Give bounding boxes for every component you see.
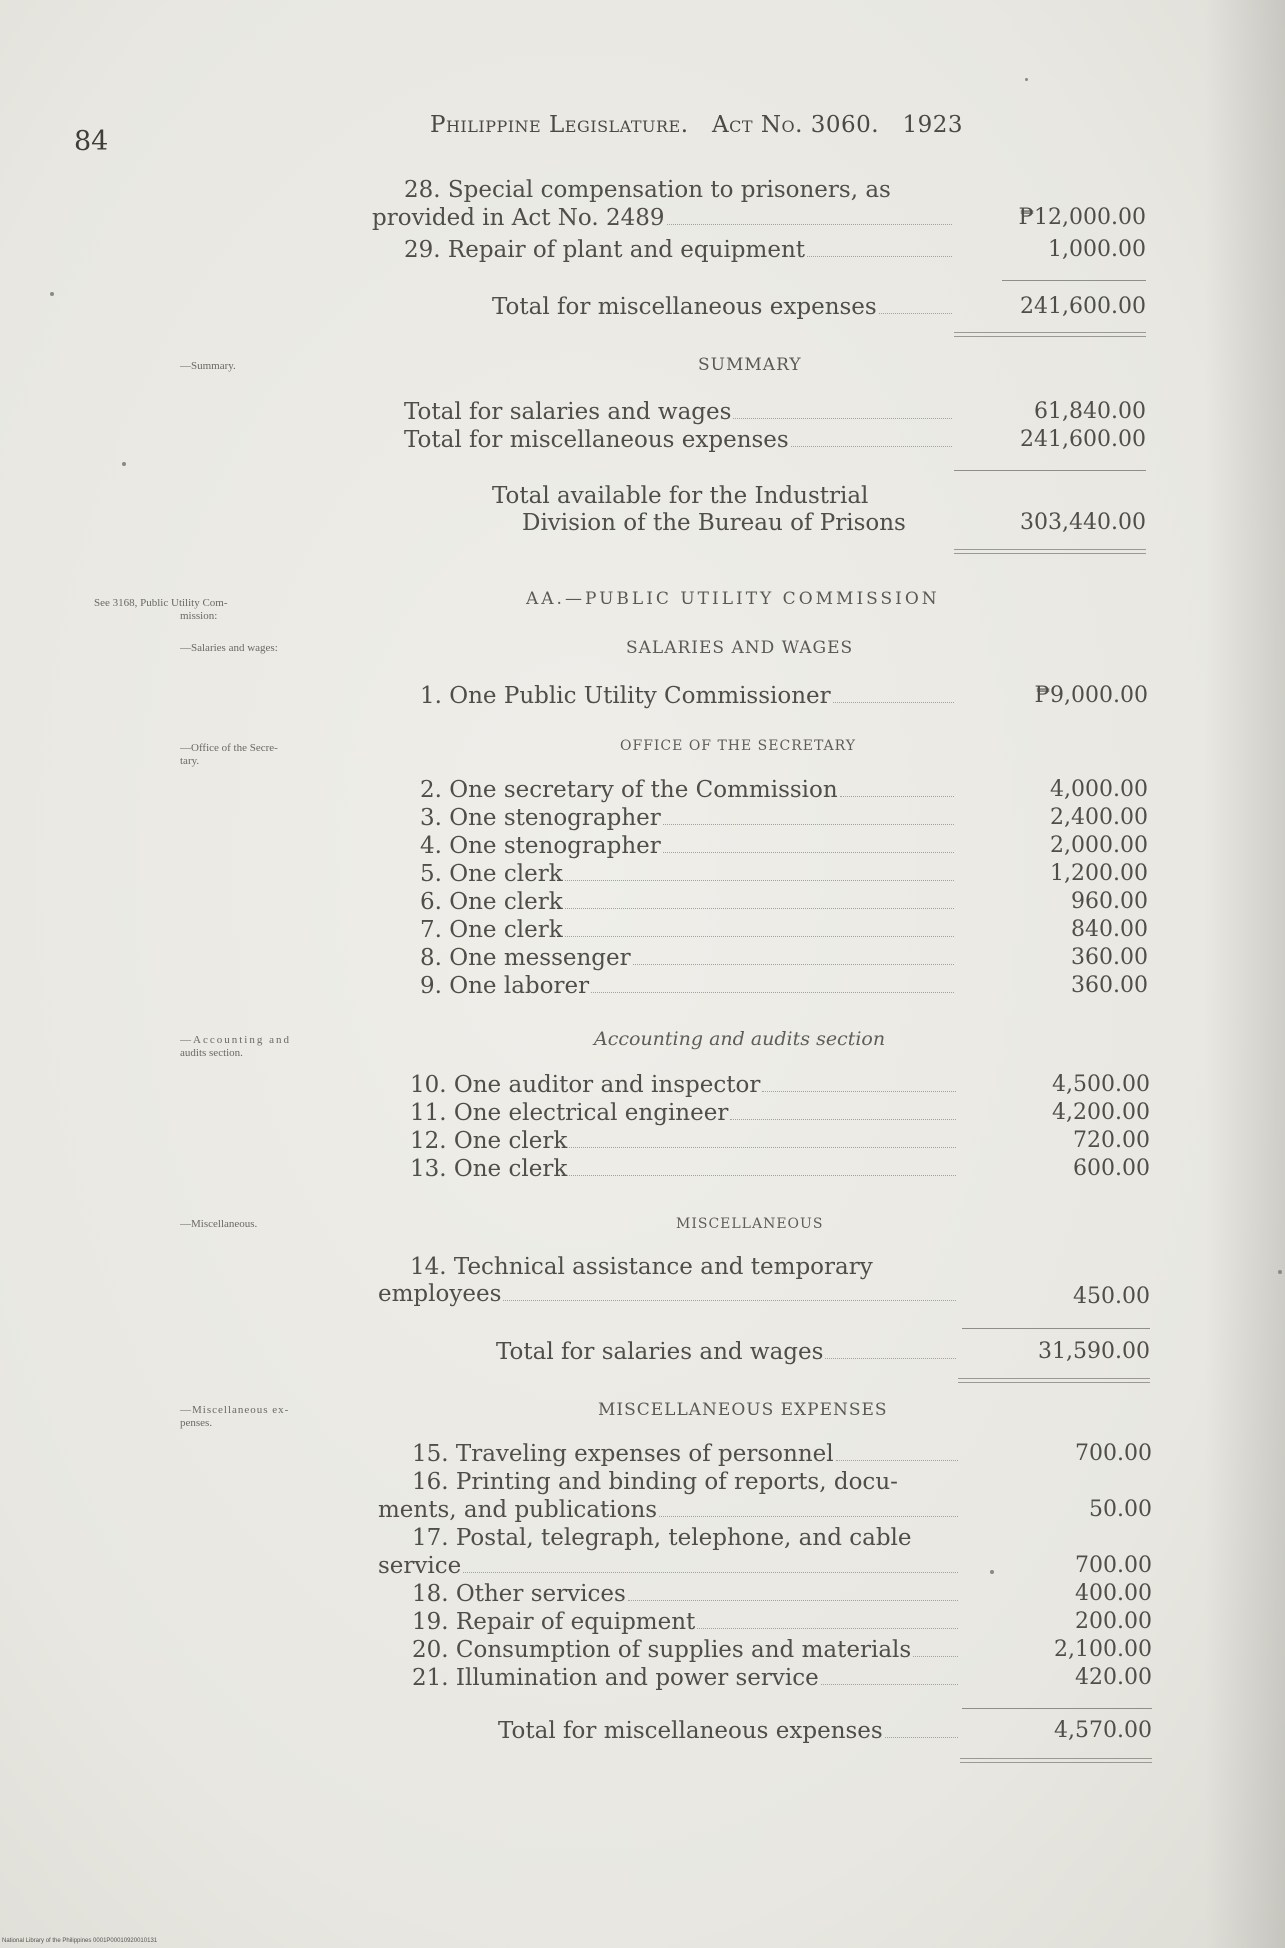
leader-dots — [840, 795, 954, 797]
item-14-label: employees — [378, 1281, 502, 1307]
accounting-item-label: 10. One auditor and inspector — [410, 1072, 761, 1098]
leader-dots — [659, 1515, 958, 1517]
summary-row-misc-amount: 241,600.00 — [1020, 427, 1146, 452]
running-head-title: Philippine Legislature. — [430, 112, 689, 138]
item-1-label: 1. One Public Utility Commissioner — [420, 683, 831, 709]
leader-dots — [565, 879, 954, 881]
scan-speck — [1025, 78, 1028, 81]
office-item-amount: 360.00 — [1071, 973, 1148, 998]
accounting-item-label: 11. One electrical engineer — [410, 1100, 729, 1126]
misc-heading: MISCELLANEOUS — [676, 1216, 824, 1232]
item-14-line1: 14. Technical assistance and temporary — [410, 1254, 873, 1280]
misc-expenses-total-label: Total for miscellaneous expenses — [498, 1718, 883, 1744]
leader-dots — [836, 1459, 958, 1461]
misc-expense-item-row — [378, 1497, 960, 1523]
misc-expense-item-row — [412, 1637, 960, 1663]
office-item-row — [420, 945, 956, 971]
margin-note-miscellaneous: —Miscellaneous. — [180, 1218, 258, 1230]
double-rule — [954, 332, 1146, 337]
office-item-amount: 4,000.00 — [1050, 777, 1148, 802]
misc-expense-item-amount: 2,100.00 — [1054, 1637, 1152, 1662]
summary-total-amount: 303,440.00 — [1020, 510, 1146, 535]
leader-dots — [565, 907, 954, 909]
misc-expense-item-amount: 50.00 — [1089, 1497, 1152, 1522]
accounting-item-label: 12. One clerk — [410, 1128, 568, 1154]
misc-expense-item-label: ments, and publications — [378, 1497, 658, 1523]
misc-expense-item-label: 15. Traveling expenses of personnel — [412, 1441, 834, 1467]
item-29-label: 29. Repair of plant and equipment — [404, 237, 806, 263]
margin-note-accounting-line2: audits section. — [180, 1047, 243, 1059]
leader-dots — [821, 1683, 958, 1685]
leader-dots — [591, 991, 954, 993]
summary-row-misc — [404, 427, 954, 453]
section-heading-puc: AA.—PUBLIC UTILITY COMMISSION — [526, 589, 940, 609]
misc-expense-item-amount: 400.00 — [1075, 1581, 1152, 1606]
misc-expenses-total-amount: 4,570.00 — [1054, 1718, 1152, 1743]
summary-row-misc-label: Total for miscellaneous expenses — [404, 427, 789, 453]
leader-dots — [663, 823, 954, 825]
misc-expense-item-label: 20. Consumption of supplies and materials — [412, 1637, 912, 1663]
office-heading: OFFICE OF THE SECRETARY — [620, 738, 856, 754]
page-number: 84 — [74, 126, 109, 157]
office-item-amount: 960.00 — [1071, 889, 1148, 914]
office-item-amount: 1,200.00 — [1050, 861, 1148, 886]
margin-note-summary: —Summary. — [180, 360, 236, 372]
margin-note-section-line2: mission: — [180, 610, 218, 622]
office-item-row — [420, 917, 956, 943]
salaries-total-line — [496, 1339, 958, 1365]
accounting-item-label: 13. One clerk — [410, 1156, 568, 1182]
margin-note-accounting-line1: —Accounting and — [180, 1034, 291, 1046]
item-1 — [420, 683, 956, 709]
accounting-item-amount: 4,500.00 — [1052, 1072, 1150, 1097]
misc-expense-item-label: 19. Repair of equipment — [412, 1609, 696, 1635]
running-head-year: 1923 — [902, 112, 964, 138]
leader-dots — [807, 255, 952, 257]
scan-speck — [50, 292, 54, 296]
leader-dots — [569, 1174, 956, 1176]
office-item-label: 3. One stenographer — [420, 805, 661, 831]
summary-total-line1: Total available for the Industrial — [492, 483, 869, 509]
prison-misc-total-label: Total for miscellaneous expenses — [492, 294, 877, 320]
office-item-row — [420, 889, 956, 915]
misc-expense-item-label: 18. Other services — [412, 1581, 626, 1607]
accounting-item-amount: 600.00 — [1073, 1156, 1150, 1181]
leader-dots — [565, 935, 954, 937]
office-item-label: 2. One secretary of the Commission — [420, 777, 838, 803]
office-item-row — [420, 973, 956, 999]
misc-expenses-total-line — [498, 1718, 960, 1744]
margin-note-misc-expenses — [180, 1404, 289, 1430]
accounting-item-amount: 4,200.00 — [1052, 1100, 1150, 1125]
summary-row-salaries-amount: 61,840.00 — [1034, 399, 1146, 424]
salaries-total-amount: 31,590.00 — [1038, 1339, 1150, 1364]
summary-row-salaries — [404, 399, 954, 425]
scan-speck — [1278, 1270, 1282, 1274]
summary-row-salaries-label: Total for salaries and wages — [404, 399, 732, 425]
office-item-amount: 360.00 — [1071, 945, 1148, 970]
margin-note-misc-expenses-line1: —Miscellaneous ex- — [180, 1404, 290, 1416]
office-item-label: 8. One messenger — [420, 945, 631, 971]
leader-dots — [791, 445, 952, 447]
misc-expense-item-line1: 17. Postal, telegraph, telephone, and cable — [412, 1525, 912, 1551]
accounting-heading: Accounting and audits section — [594, 1028, 886, 1050]
rule — [954, 470, 1146, 471]
margin-note-office — [180, 742, 278, 768]
leader-dots — [879, 312, 952, 314]
item-28-line1: 28. Special compensation to prisoners, as — [404, 177, 891, 203]
item-29-line — [404, 237, 954, 263]
leader-dots — [833, 701, 954, 703]
double-rule — [954, 549, 1146, 554]
misc-expense-item-amount: 700.00 — [1075, 1553, 1152, 1578]
scan-footer: National Library of the Philippines 0001P00010920010131 — [2, 1938, 158, 1944]
item-28-line2 — [372, 205, 954, 231]
summary-heading: SUMMARY — [698, 355, 802, 375]
office-item-amount: 2,000.00 — [1050, 833, 1148, 858]
item-14-amount: 450.00 — [1073, 1284, 1150, 1309]
misc-expense-item-row — [412, 1441, 960, 1467]
rule — [1002, 280, 1146, 281]
running-head — [430, 112, 963, 138]
office-item-row — [420, 861, 956, 887]
misc-expense-item-amount: 420.00 — [1075, 1665, 1152, 1690]
leader-dots — [628, 1599, 958, 1601]
leader-dots — [569, 1146, 956, 1148]
scan-speck — [122, 462, 126, 466]
leader-dots — [733, 417, 952, 419]
rule — [962, 1328, 1150, 1329]
salaries-heading: SALARIES AND WAGES — [626, 638, 854, 658]
margin-note-accounting — [180, 1034, 291, 1060]
margin-note-office-line1: —Office of the Secre- — [180, 742, 278, 754]
prison-misc-total-line — [492, 294, 954, 320]
page-edge-shadow — [1205, 0, 1285, 1948]
misc-expense-item-row — [412, 1581, 960, 1607]
misc-expense-item-row — [378, 1553, 960, 1579]
misc-expense-item-label: service — [378, 1553, 462, 1579]
margin-note-section — [94, 597, 228, 623]
margin-note-section-line1: See 3168, Public Utility Com- — [94, 597, 228, 609]
leader-dots — [730, 1118, 956, 1120]
salaries-total-label: Total for salaries and wages — [496, 1339, 824, 1365]
office-item-row — [420, 777, 956, 803]
misc-expense-item-amount: 700.00 — [1075, 1441, 1152, 1466]
misc-expense-item-line1: 16. Printing and binding of reports, docu- — [412, 1469, 898, 1495]
misc-expense-item-row — [412, 1609, 960, 1635]
double-rule — [960, 1758, 1152, 1763]
office-item-label: 7. One clerk — [420, 917, 563, 943]
double-rule — [958, 1378, 1150, 1383]
office-item-row — [420, 805, 956, 831]
margin-note-misc-expenses-line2: penses. — [180, 1417, 213, 1429]
item-1-amount: ₱9,000.00 — [1034, 683, 1148, 708]
office-item-amount: 840.00 — [1071, 917, 1148, 942]
leader-dots — [663, 851, 954, 853]
rule — [962, 1708, 1152, 1709]
accounting-item-row — [410, 1072, 958, 1098]
summary-total-line2: Division of the Bureau of Prisons — [522, 510, 906, 536]
accounting-item-amount: 720.00 — [1073, 1128, 1150, 1153]
leader-dots — [885, 1736, 958, 1738]
margin-note-salaries: —Salaries and wages: — [180, 642, 278, 654]
margin-note-office-line2: tary. — [180, 755, 200, 767]
misc-expenses-heading: MISCELLANEOUS EXPENSES — [598, 1400, 888, 1420]
leader-dots — [762, 1090, 956, 1092]
misc-expense-item-label: 21. Illumination and power service — [412, 1665, 819, 1691]
leader-dots — [825, 1357, 956, 1359]
prison-misc-total-amount: 241,600.00 — [1020, 294, 1146, 319]
item-28-amount: ₱12,000.00 — [1018, 205, 1146, 230]
leader-dots — [463, 1571, 958, 1573]
office-item-label: 4. One stenographer — [420, 833, 661, 859]
misc-expense-item-row — [412, 1665, 960, 1691]
item-28-label: provided in Act No. 2489 — [372, 205, 665, 231]
item-29-amount: 1,000.00 — [1048, 237, 1146, 262]
accounting-item-row — [410, 1100, 958, 1126]
running-head-act: Act No. 3060. — [712, 112, 880, 138]
office-item-label: 6. One clerk — [420, 889, 563, 915]
office-item-row — [420, 833, 956, 859]
misc-expense-item-amount: 200.00 — [1075, 1609, 1152, 1634]
leader-dots — [667, 223, 952, 225]
leader-dots — [913, 1655, 958, 1657]
accounting-item-row — [410, 1156, 958, 1182]
leader-dots — [503, 1299, 956, 1301]
leader-dots — [633, 963, 954, 965]
office-item-amount: 2,400.00 — [1050, 805, 1148, 830]
office-item-label: 9. One laborer — [420, 973, 590, 999]
accounting-item-row — [410, 1128, 958, 1154]
office-item-label: 5. One clerk — [420, 861, 563, 887]
leader-dots — [697, 1627, 958, 1629]
item-14-line2 — [378, 1281, 958, 1307]
